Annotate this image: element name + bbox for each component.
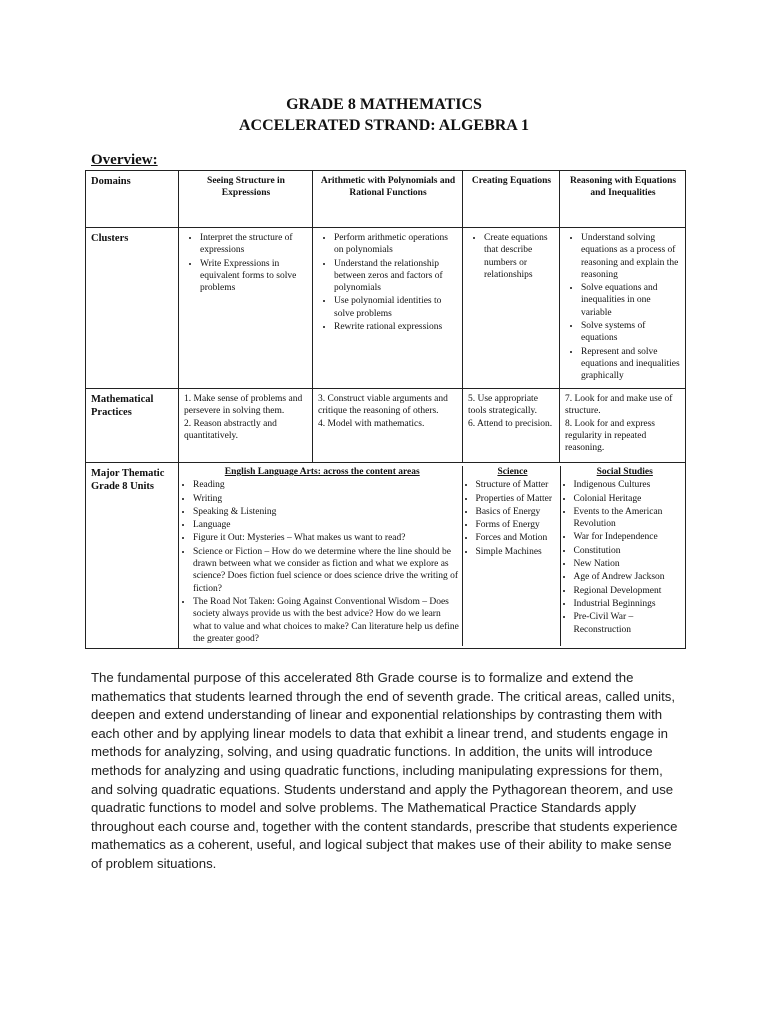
practice-line: 6. Attend to precision. bbox=[468, 418, 553, 429]
list-item: • Indigenous Cultures bbox=[574, 479, 687, 491]
practice-line: 7. Look for and make use of structure. bbox=[565, 394, 673, 417]
table-row bbox=[86, 389, 686, 463]
col-header: Arithmetic with Polynomials and Rational Functions bbox=[313, 171, 463, 228]
list-item: • Age of Andrew Jackson bbox=[574, 571, 687, 583]
row-label-practices: Mathematical Practices bbox=[86, 389, 179, 463]
row-label-units: Major Thematic Grade 8 Units bbox=[86, 463, 179, 649]
list-item: • Represent and solve equations and inequalities graphically bbox=[581, 346, 681, 383]
practice-line: 1. Make sense of problems and persevere in solving them. bbox=[184, 394, 303, 417]
table-row bbox=[86, 228, 686, 389]
page-title: GRADE 8 MATHEMATICS bbox=[286, 96, 482, 113]
practices-cell bbox=[560, 389, 686, 463]
list-item: • Language bbox=[193, 519, 462, 531]
list-item: • War for Independence bbox=[574, 531, 687, 543]
list-item: • The Road Not Taken: Going Against Conventional Wisdom – Does society always provide us with the best advice? How do we learn what to value and what choices to make? Can literature help us define the greater good? bbox=[193, 596, 462, 645]
list-item: • Writing bbox=[193, 493, 462, 505]
list-item: • Simple Machines bbox=[476, 546, 560, 558]
list-item: • Forces and Motion bbox=[476, 532, 560, 544]
col-header: Seeing Structure in Expressions bbox=[179, 171, 313, 228]
list-item: • Create equations that describe numbers or relationships bbox=[484, 232, 555, 281]
overview-table bbox=[85, 170, 686, 649]
practices-cell bbox=[463, 389, 560, 463]
clusters-cell bbox=[179, 228, 313, 389]
practice-line: 3. Construct viable arguments and critique the reasoning of others. bbox=[318, 394, 448, 417]
table-row bbox=[86, 463, 686, 649]
list-item: • New Nation bbox=[574, 558, 687, 570]
ela-heading: English Language Arts: across the content areas bbox=[224, 467, 420, 477]
clusters-cell bbox=[560, 228, 686, 389]
list-item: • Interpret the structure of expressions bbox=[200, 232, 308, 257]
course-description-paragraph: The fundamental purpose of this accelerated 8th Grade course is to formalize and extend the mathematics that students learned through the end of seventh grade. The critical areas, called units, deepen and extend understanding of linear and exponential relationships by contrasting them with each other and by applying linear models to data that exhibit a linear trend, and students engage in methods for analyzing, solving, and using quadratic functions. In addition, the units will introduce methods for analyzing and using quadratic functions, including manipulating expressions for them, and solving quadratic equations. Students understand and apply the Pythagorean theorem, and use quadratic functions to model and solve problems. The Mathematical Practice Standards apply throughout each course and, together with the content standards, prescribe that students experience mathematics as a coherent, useful, and logical subject that makes use of their ability to make sense of problem situations. bbox=[91, 670, 678, 871]
list-item: • Colonial Heritage bbox=[574, 493, 687, 505]
practices-cell bbox=[179, 389, 313, 463]
units-subtable bbox=[179, 466, 686, 646]
row-label-domains: Domains bbox=[86, 171, 179, 228]
page-subtitle: ACCELERATED STRAND: ALGEBRA 1 bbox=[239, 117, 529, 134]
list-item: • Science or Fiction – How do we determine where the line should be drawn between what we consider as fiction and what we explore as science? Does fiction fuel science or does science drive the writing of fiction? bbox=[193, 546, 462, 595]
practice-line: 5. Use appropriate tools strategically. bbox=[468, 394, 538, 417]
social-studies-column bbox=[560, 466, 686, 646]
list-item: • Basics of Energy bbox=[476, 506, 560, 518]
list-item: • Write Expressions in equivalent forms to solve problems bbox=[200, 258, 308, 295]
clusters-cell bbox=[313, 228, 463, 389]
list-item: • Use polynomial identities to solve problems bbox=[334, 295, 458, 320]
list-item: • Structure of Matter bbox=[476, 479, 560, 491]
col-header: Reasoning with Equations and Inequalities bbox=[560, 171, 686, 228]
list-item: • Understand the relationship between zeros and factors of polynomials bbox=[334, 258, 458, 295]
list-item: • Solve systems of equations bbox=[581, 320, 681, 345]
list-item: • Solve equations and inequalities in one variable bbox=[581, 282, 681, 319]
practice-line: 8. Look for and express regularity in repeated reasoning. bbox=[565, 418, 655, 454]
science-column bbox=[462, 466, 560, 646]
list-item: • Properties of Matter bbox=[476, 493, 560, 505]
list-item: • Events to the American Revolution bbox=[574, 506, 687, 531]
practice-line: 4. Model with mathematics. bbox=[318, 418, 425, 429]
row-label-clusters: Clusters bbox=[86, 228, 179, 389]
social-studies-heading: Social Studies bbox=[596, 467, 653, 477]
units-cell bbox=[179, 463, 686, 649]
list-item: • Pre-Civil War – Reconstruction bbox=[574, 611, 687, 636]
list-item: • Forms of Energy bbox=[476, 519, 560, 531]
col-header: Creating Equations bbox=[463, 171, 560, 228]
list-item: • Constitution bbox=[574, 545, 687, 557]
list-item: • Rewrite rational expressions bbox=[334, 321, 458, 333]
list-item: • Reading bbox=[193, 479, 462, 491]
list-item: • Understand solving equations as a process of reasoning and explain the reasoning bbox=[581, 232, 681, 281]
table-row bbox=[86, 171, 686, 228]
list-item: • Industrial Beginnings bbox=[574, 598, 687, 610]
clusters-cell bbox=[463, 228, 560, 389]
practice-line: 2. Reason abstractly and quantitatively. bbox=[184, 418, 277, 441]
science-heading: Science bbox=[497, 467, 528, 477]
ela-column bbox=[179, 466, 462, 646]
overview-heading: Overview: bbox=[91, 152, 158, 168]
list-item: • Figure it Out: Mysteries – What makes us want to read? bbox=[193, 532, 462, 544]
list-item: • Regional Development bbox=[574, 585, 687, 597]
list-item: • Perform arithmetic operations on polynomials bbox=[334, 232, 458, 257]
list-item: • Speaking & Listening bbox=[193, 506, 462, 518]
practices-cell bbox=[313, 389, 463, 463]
